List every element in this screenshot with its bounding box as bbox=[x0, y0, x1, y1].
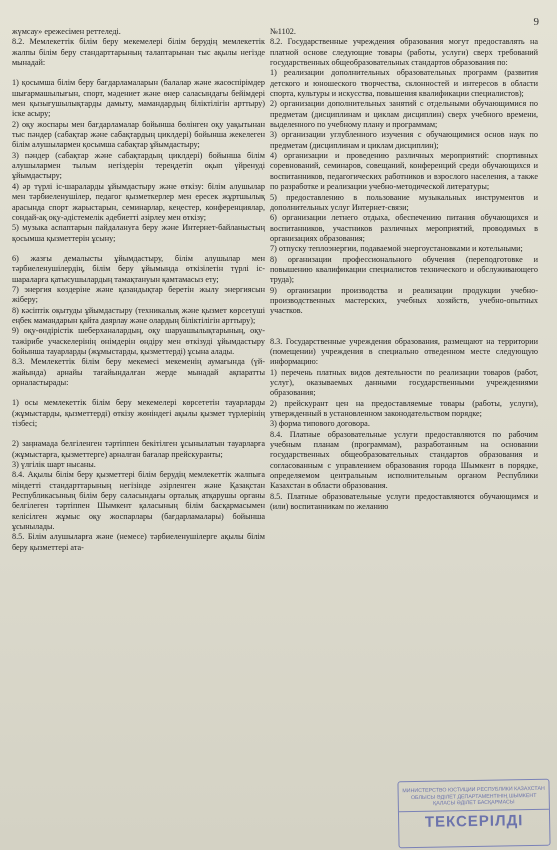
kazakh-paragraph: жүмсау» ережесімен реттеледі. bbox=[12, 27, 121, 36]
russian-paragraph: 8.5. Платные образовательные услуги предоставляются обучающимся и (или) воспитанникам по желанию bbox=[270, 491, 538, 512]
russian-paragraph: 3) организации углубленного изучения с обучающимися основ наук по предметам (дисциплинам и циклам дисциплин); bbox=[270, 130, 538, 150]
kazakh-paragraph: 2) заңнамада белгіленген тәртіппен бекітілген ұсынылатын тауарларға (жұмыстарға, қызметтерге) арналған бағалар прейскуранты; bbox=[12, 439, 265, 459]
russian-paragraph: №1102. bbox=[270, 27, 296, 36]
kazakh-paragraph: 2) оқу жоспары мен бағдарламалар бойынша бөлінген оқу уақытынан тыс пәндер (сабақтар және сабақтардың циклдері) бойынша жекелеген білім алушылармен қосымша сабақтар ұйымдастыру; bbox=[12, 119, 265, 150]
kazakh-paragraph bbox=[12, 388, 265, 398]
kazakh-paragraph bbox=[12, 429, 265, 439]
page-number: 9 bbox=[533, 16, 539, 28]
kazakh-paragraph: 8.5. Білім алушыларға және (немесе) тәрбиеленушілерге ақылы білім беру қызметтері ата- bbox=[12, 532, 265, 552]
kazakh-paragraph: 1) қосымша білім беру бағдарламаларын (балалар және жасөспірімдер шығармашылығын, спорт, мәдениет және өнер саласындағы бейімдері мен қызығушылықтарды дамыту, мамандардың біліктілігін арттыру) іске асыру; bbox=[12, 78, 265, 119]
russian-paragraph: 9) организации производства и реализации продукции учебно-производственных мастерских, учебных хозяйств, учебно-опытных участков. bbox=[270, 285, 538, 316]
russian-paragraph: 1) перечень платных видов деятельности по реализации товаров (работ, услуг), оказываемых данными государственными учреждениями образования; bbox=[270, 367, 538, 398]
russian-paragraph: 4) организации и проведению различных мероприятий: спортивных соревнований, семинаров, совещаний, конференций среди обучающихся и воспитанников, педагогических работников и взрослого населения, а также по разработке и реализации учебно-методической литературы; bbox=[270, 151, 538, 192]
russian-paragraph: 2) организации дополнительных занятий с отдельными обучающимися по предметам (дисциплинам и циклам дисциплин) сверх учебного времени, выделенного по учебному плану и программам; bbox=[270, 99, 538, 130]
russian-paragraph: 5) предоставлению в пользование музыкальных инструментов и дополнительных услуг Интернет-связи; bbox=[270, 192, 538, 212]
kazakh-paragraph: 9) оқу-өндірістік шеберханалардың, оқу шаруашылықтарының, оқу-тәжірибе учаскелерінің өнімдерін өндіру мен өткізуді ұйымдастыру бойынша тауарларды (жұмыстарды, қызметтерді) ұсына алады. bbox=[12, 326, 265, 356]
kazakh-paragraph: 7) энергия көздеріне және қазандықтар беретін жылу энергиясын жіберу; bbox=[12, 284, 265, 305]
kazakh-paragraph: 6) жазғы демалысты ұйымдастыру, білім алушылар мен тәрбиеленушілердің, білім беру ұйымында өткізілетін түрлі іс-шараларға қатысушылардың тамақтануын қамтамасыз ету; bbox=[12, 253, 265, 284]
kazakh-paragraph: 3) пәндер (сабақтар және сабақтардың циклдері) бойынша білім алушылармен тылым негіздерін тереңдетіп оқып үйренуді ұйымдастыру; bbox=[12, 150, 265, 181]
russian-paragraph: 7) отпуску теплоэнергии, подаваемой энергоустановками и котельными; bbox=[270, 244, 523, 254]
russian-paragraph bbox=[270, 327, 538, 337]
russian-paragraph: 2) прейскурант цен на предоставляемые товары (работы, услуги), утвержденный в установленном законодательством порядке; bbox=[270, 398, 538, 419]
kazakh-paragraph: 4) әр түрлі іс-шараларды ұйымдастыру және өткізу: білім алушылар мен тәрбиеленушілер, педагог қызметкерлер мен ересек жұртшылық арасында спорт жарыстарын, семинарлар, кеңестер, конференциялар, сондай-ақ оқу-әдістемелік әдебиетті әзірлеу мен өткізу; bbox=[12, 181, 265, 222]
russian-paragraph: 8.2. Государственные учреждения образования могут предоставлять на платной основе следующие товары (работы, услуги) сверх требований государственных общеобразовательных стандартов образования по: bbox=[270, 37, 538, 68]
russian-paragraph bbox=[270, 317, 538, 327]
russian-paragraph: 8) организации профессионального обучения (переподготовке и повышению квалификации специалистов технического и обслуживающего труда); bbox=[270, 254, 538, 285]
stamp-authority-text: МИНИСТЕРСТВО ЮСТИЦИИ РЕСПУБЛИКИ КАЗАХСТАН ОБЛЫСЫ ӘДІЛЕТ ДЕПАРТАМЕНТІНІҢ ШЫМКЕНТ ҚАЛАСЫ ӘДІЛЕТ БАСҚАРМАСЫ bbox=[402, 785, 545, 807]
russian-paragraph: 3) форма типового договора. bbox=[270, 419, 370, 429]
kazakh-text-column bbox=[12, 27, 265, 553]
kazakh-paragraph: 8.3. Мемлекеттік білім беру мекемесі мекеменің аумағында (үй-жайында) арнайы тағайындалған жерде мынадай ақпаратты орналастырады: bbox=[12, 357, 265, 387]
kazakh-paragraph: 3) үлгілік шарт нысаны. bbox=[12, 460, 96, 470]
kazakh-paragraph: 1) осы мемлекеттік білім беру мекемелері көрсететін тауарларды (жұмыстарды, қызметтерді) өткізу жөніндегі ақылы қызмет түрлерінің тізбесі; bbox=[12, 398, 265, 429]
kazakh-paragraph bbox=[12, 68, 265, 78]
kazakh-paragraph bbox=[12, 244, 265, 254]
russian-paragraph: 1) реализации дополнительных образовательных программ (развития детского и юношеского творчества, склонностей и интересов в области спорта, культуры и искусства, повышения квалификации специалистов); bbox=[270, 68, 538, 99]
kazakh-paragraph: 5) музыка аспаптарын пайдалануға беру және Интернет-байланыстың қосымша қызметтерін ұсыну; bbox=[12, 223, 265, 243]
russian-text-column bbox=[270, 27, 538, 512]
russian-paragraph: 6) организации летнего отдыха, обеспечению питания обучающихся и воспитанников, участников различных мероприятий, проводимых в организациях образования; bbox=[270, 213, 538, 243]
kazakh-paragraph: 8.2. Мемлекеттік білім беру мекемелері білім берудің мемлекеттік жалпы білім беру стандарттарының талаптарынан тыс ақылы негізде мынадай: bbox=[12, 37, 265, 68]
verification-stamp bbox=[397, 779, 550, 849]
russian-paragraph: 8.4. Платные образовательные услуги предоставляются по рабочим учебным планам (программам), разработанным на основании государственных общеобразовательных стандартов образования и согласованным с управлением образования города Шымкент в порядке, определяемом центральным исполнительным органом Республики Казахстан в области образования. bbox=[270, 429, 538, 491]
stamp-label: ТЕКСЕРІЛДІ bbox=[399, 808, 549, 831]
russian-paragraph: 8.3. Государственные учреждения образования, размещают на территории (помещении) учреждения в специально отведенном месте следующую информацию: bbox=[270, 336, 538, 367]
kazakh-paragraph: 8) кәсіптік оқытуды ұйымдастыру (техникалық және қызмет көрсетуші еңбек мамандарын қайта даярлау және олардың біліктілігін арттыру); bbox=[12, 305, 265, 325]
kazakh-paragraph: 8.4. Ақылы білім беру қызметтері білім берудің мемлекеттік жалпыға міндетті стандарттарының негізінде әзірленген және Қазақстан Республикасының білім беру саласындағы орталық атқарушы органы белгілеген тәртіппен Шымкент қаласының білім басқармасымен келісілген жұмыс оқу жоспарлары (бағдарламалары) бойынша ұсынылады. bbox=[12, 470, 265, 532]
